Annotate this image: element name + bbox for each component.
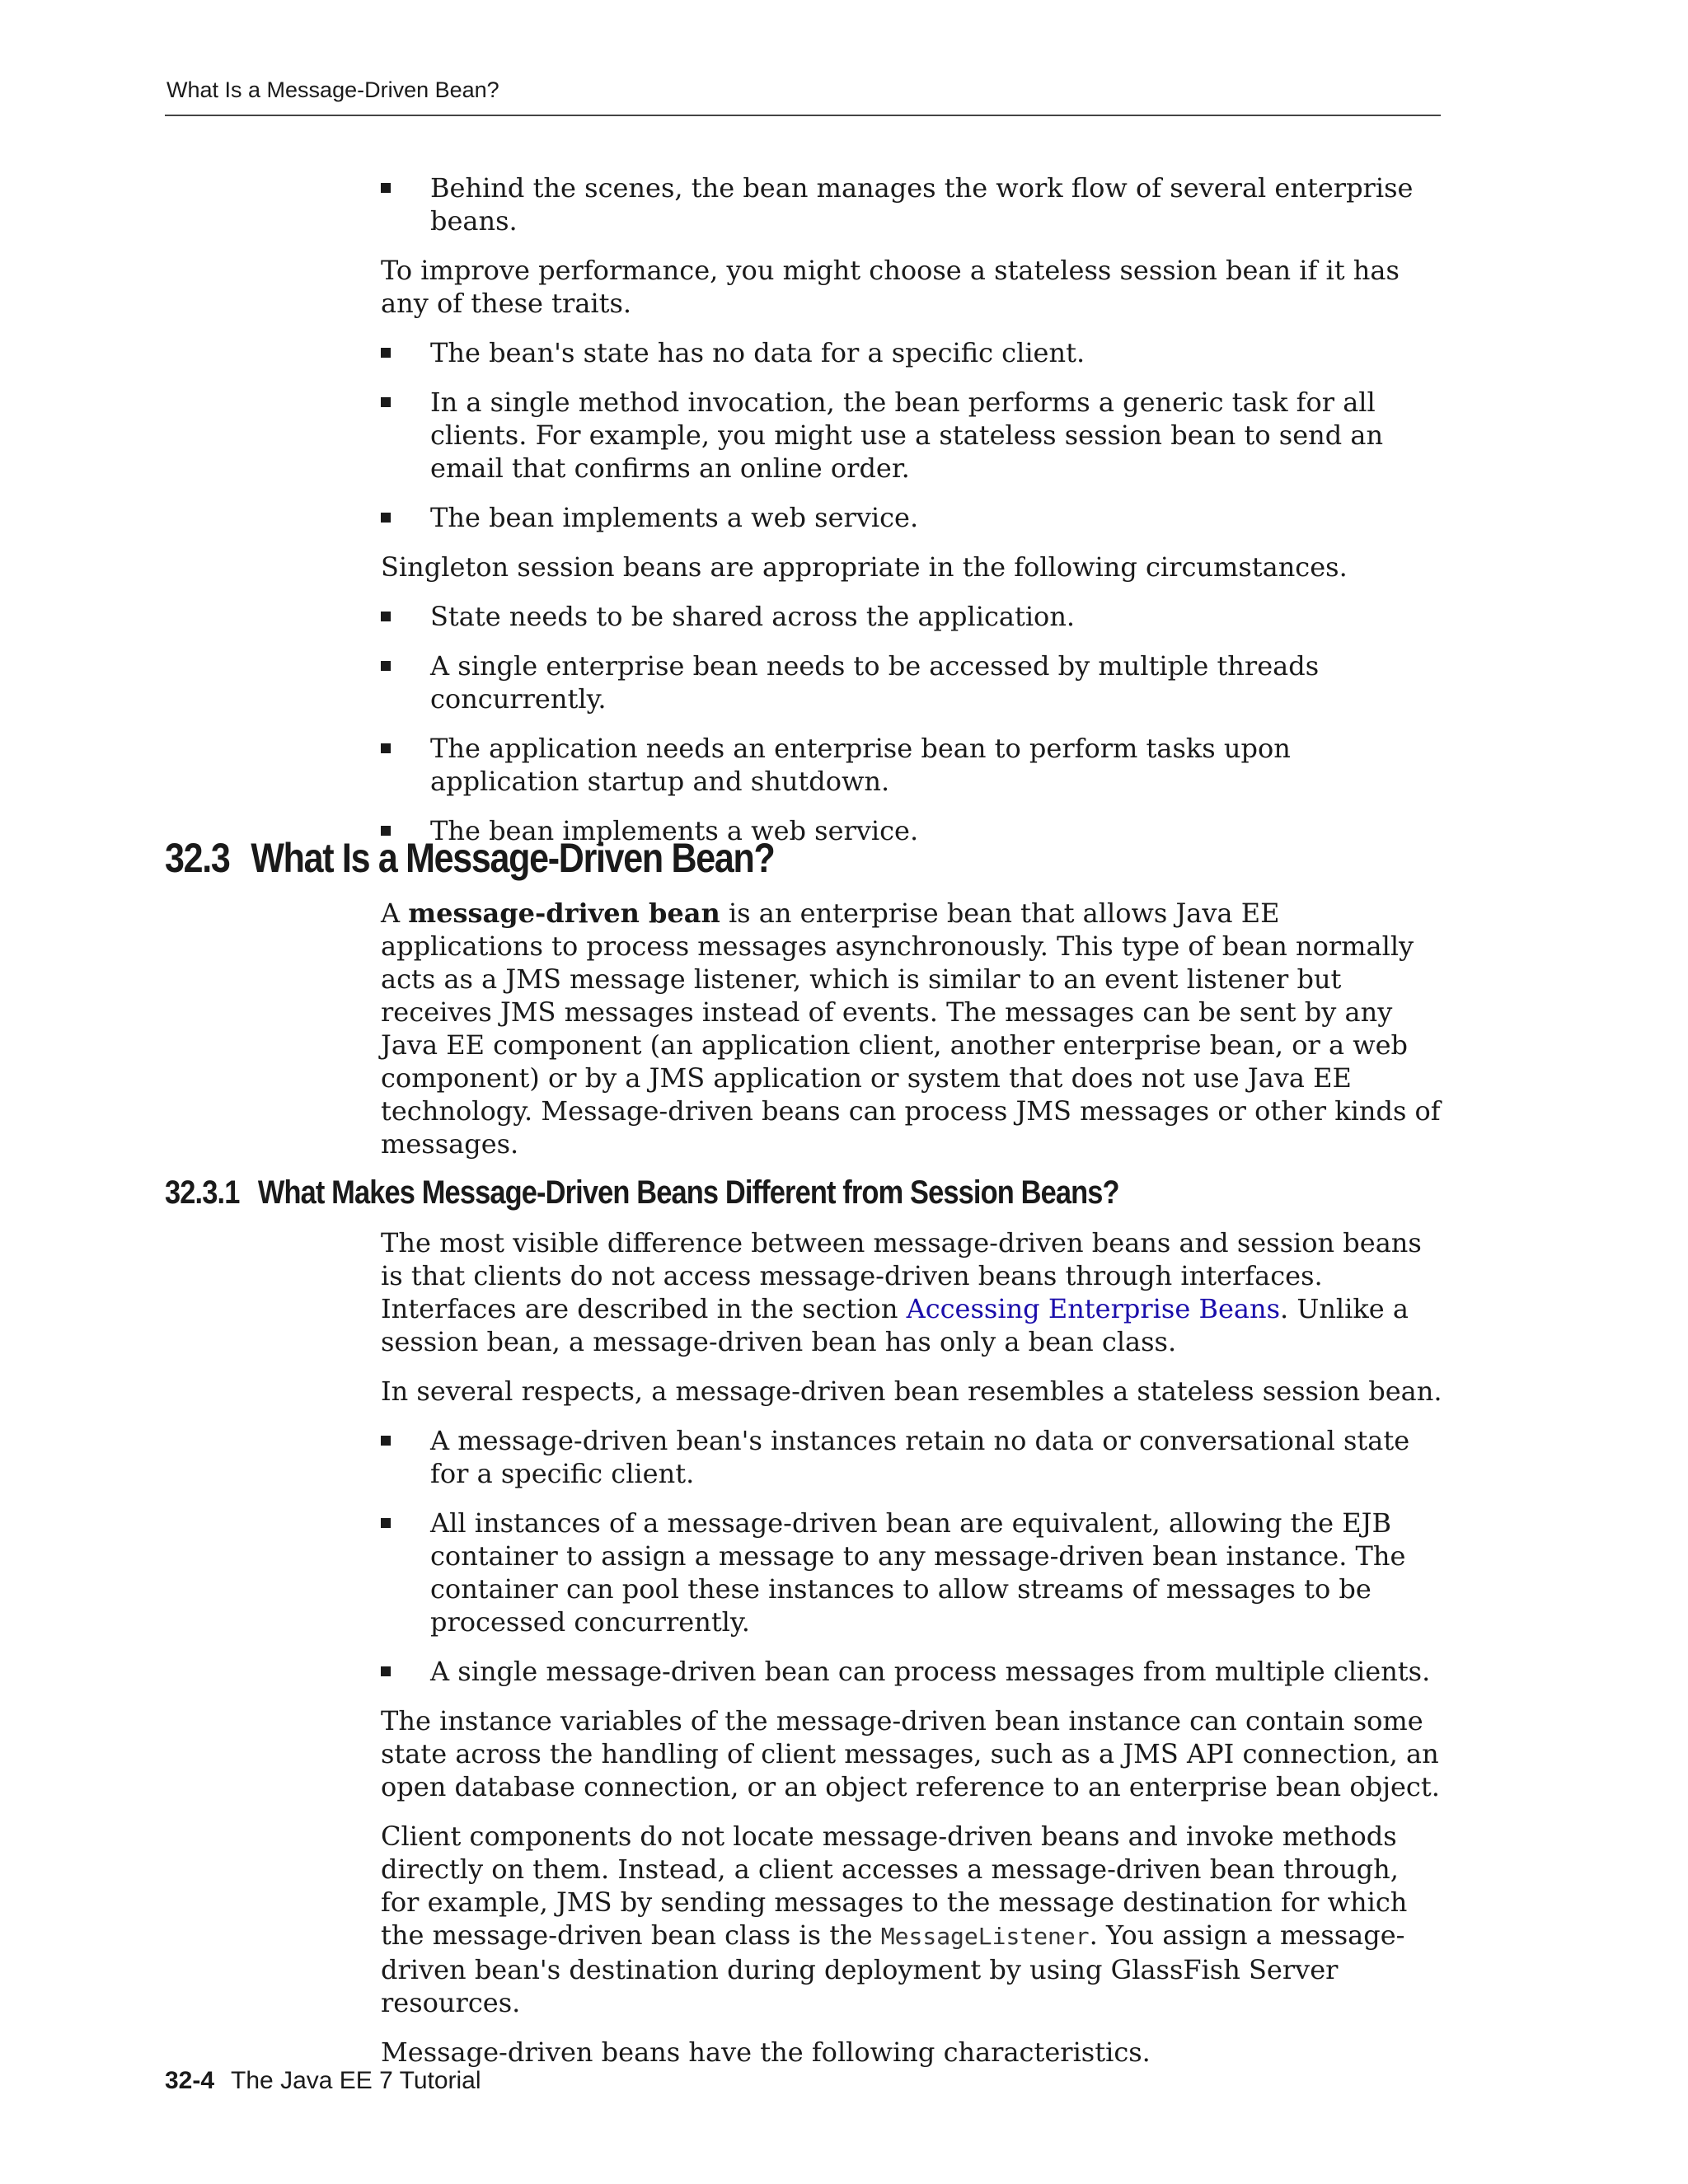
list-item xyxy=(381,600,1444,633)
bullet-marker xyxy=(381,348,391,358)
list-item xyxy=(381,732,1444,798)
list-item-text: In a single method invocation, the bean performs a generic task for all clients. For example, you might use a stateless session bean to send an email that confirms an online order. xyxy=(430,387,1384,484)
defined-term: message-driven bean xyxy=(408,898,720,929)
list-item-text: The bean implements a web service. xyxy=(430,502,919,533)
bullet-marker xyxy=(381,661,391,671)
list-item xyxy=(381,336,1444,369)
subsection-heading xyxy=(165,1174,1119,1212)
section-title: What Is a Message-Driven Bean? xyxy=(251,835,775,881)
list-item xyxy=(381,386,1444,485)
text-run: Client components do not locate message-driven beans and invoke methods directly on them. Instead, a client accesses a message-driven bean through, for example, JMS by sending messages to the message destination for which the message-driven bean class is the xyxy=(381,1821,1408,1951)
text-run: . You assign a message-driven bean's destination during deployment by using GlassFish Server resources. xyxy=(381,1919,1405,2018)
list-item xyxy=(381,501,1444,534)
bullet-marker xyxy=(381,397,391,407)
bullet-marker xyxy=(381,1518,391,1528)
paragraph: Singleton session beans are appropriate in the following circumstances. xyxy=(381,551,1348,583)
list-item xyxy=(381,171,1444,237)
running-header: What Is a Message-Driven Bean? xyxy=(166,77,499,102)
intro-text: is an enterprise bean that allows Java EE applications to process messages asynchronously. This type of bean normally acts as a JMS message listener, which is similar to an event listener but receives JMS messages instead of events. The messages can be sent by any Java EE component (an application client, another enterprise bean, or a web component) or by a JMS application or system that does not use Java EE technology. Message-driven beans can process JMS messages or other kinds of messages. xyxy=(381,898,1441,1160)
bullet-marker xyxy=(381,1436,391,1446)
code-identifier: MessageListener xyxy=(880,1923,1090,1950)
top-content xyxy=(381,171,1444,864)
bullet-marker xyxy=(381,1666,391,1676)
list-item-text: Behind the scenes, the bean manages the work flow of several enterprise beans. xyxy=(430,172,1414,237)
text-run: The most visible difference between message-driven beans and session beans is that clients do not access message-driven beans through interfaces. Interfaces are described in the section xyxy=(381,1227,1422,1324)
list-item-text: A message-driven bean's instances retain no data or conversational state for a specific client. xyxy=(430,1425,1410,1489)
list-item-text: The bean implements a web service. xyxy=(430,815,919,846)
list-item xyxy=(381,649,1444,715)
paragraph: Message-driven beans have the following characteristics. xyxy=(381,2036,1151,2068)
bullet-marker xyxy=(381,612,391,621)
section-32-3-1-body xyxy=(381,1226,1444,2085)
paragraph xyxy=(381,1820,1444,2019)
bullet-marker xyxy=(381,183,391,193)
list-item-text: The application needs an enterprise bean to perform tasks upon application startup and shutdown. xyxy=(430,733,1291,797)
section-heading xyxy=(165,834,775,882)
header-rule xyxy=(165,115,1441,116)
list-item xyxy=(381,1655,1444,1688)
subsection-number: 32.3.1 xyxy=(165,1174,240,1211)
list-item-text: The bean's state has no data for a specific client. xyxy=(430,337,1085,368)
list-item-text: A single enterprise bean needs to be accessed by multiple threads concurrently. xyxy=(430,650,1320,715)
paragraph xyxy=(381,1226,1444,1358)
list-item xyxy=(381,1507,1444,1638)
accessing-enterprise-beans-link[interactable]: Accessing Enterprise Beans xyxy=(906,1293,1280,1324)
subsection-title: What Makes Message-Driven Beans Different from Session Beans? xyxy=(257,1174,1119,1211)
paragraph: In several respects, a message-driven bean resembles a stateless session bean. xyxy=(381,1376,1442,1407)
page-number: 32-4 xyxy=(165,2067,215,2094)
list-item-text: A single message-driven bean can process messages from multiple clients. xyxy=(430,1656,1431,1687)
paragraph xyxy=(381,897,1444,1160)
section-32-3-body xyxy=(381,897,1444,1177)
list-item-text: All instances of a message-driven bean are equivalent, allowing the EJB container to assign a message to any message-driven bean instance. The container can pool these instances to allow streams of messages to be processed concurrently. xyxy=(430,1507,1406,1638)
list-item xyxy=(381,1424,1444,1490)
page-footer xyxy=(165,2067,481,2095)
paragraph: To improve performance, you might choose a stateless session bean if it has any of these traits. xyxy=(381,255,1400,319)
bullet-marker xyxy=(381,513,391,523)
paragraph: The instance variables of the message-driven bean instance can contain some state across the handling of client messages, such as a JMS API connection, an open database connection, or an object reference to an enterprise bean object. xyxy=(381,1705,1440,1802)
text-run: . Unlike a session bean, a message-driven bean has only a bean class. xyxy=(381,1293,1409,1357)
section-number: 32.3 xyxy=(165,835,230,881)
book-title: The Java EE 7 Tutorial xyxy=(231,2067,481,2094)
intro-prefix: A xyxy=(381,898,409,929)
list-item-text: State needs to be shared across the application. xyxy=(430,601,1076,632)
bullet-marker xyxy=(381,743,391,753)
